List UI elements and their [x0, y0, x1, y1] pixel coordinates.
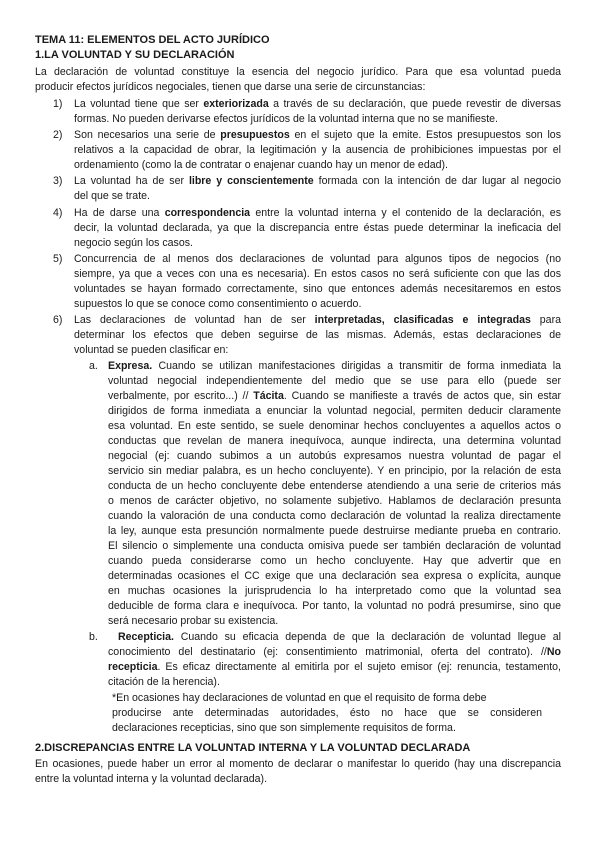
list-item-line: La voluntad ha de ser libre y conscientemente formada con la intención de dar lugar al negocio	[74, 175, 561, 187]
sublist-line: cuando pueda considerarse como un hecho concluyente. Hay que advertir que en	[108, 555, 561, 567]
sublist-line: negocial (ej: cuando subimos a un autobús expresamos nuestra voluntad de pagar el	[108, 450, 561, 462]
list-item-line: negocio según los casos.	[74, 237, 193, 249]
note-line: producirse ante determinadas autoridades, ésto no hace que se consideren	[112, 707, 542, 719]
sublist-label: a.	[89, 360, 98, 372]
sublist-label: b.	[89, 631, 98, 643]
sublist-line: en muchas ocasiones la jurisprudencia lo ha interpretado como que la voluntad sea	[108, 585, 561, 597]
sublist-line: esa voluntad. En este sentido, se suele denominar hechos concluyentes a aquellos actos o	[108, 420, 561, 432]
section-2-line: entre la voluntad interna y la voluntad declarada).	[35, 773, 268, 785]
list-item-line: supuestos lo que se conoce como consentimiento o acuerdo.	[74, 298, 362, 310]
list-number: 3)	[53, 175, 63, 187]
sublist-line: verbalmente, por escrito...) // Tácita. Cuando se manifieste a través de actos que, sin estar	[108, 390, 561, 402]
section-1-heading: 1.LA VOLUNTAD Y SU DECLARACIÓN	[35, 49, 235, 61]
list-item-line: La voluntad tiene que ser exteriorizada a través de su declaración, que puede revestir de diversas	[74, 98, 561, 110]
intro-line: La declaración de voluntad constituye la esencia del negocio jurídico. Para que esa voluntad pueda	[35, 66, 561, 78]
list-item-line: formas. No pueden derivarse efectos jurídicos de la voluntad interna que no se manifieste.	[74, 113, 498, 125]
sublist-line: recepticia. Es eficaz directamente al emitirla por el sujeto emisor (ej: renuncia, testamento,	[108, 661, 561, 673]
list-item-line: decir, la voluntad declarada, ya que la discrepancia entre éstas puede determinar la ineficacia del	[74, 222, 561, 234]
section-2-line: En ocasiones, puede haber un error al momento de declarar o manifestar lo querido (hay una discrepancia	[35, 758, 561, 770]
sublist-line: la ley, aunque esta presunción normalmente puede destruirse mediante prueba en contrario.	[108, 525, 561, 537]
list-number: 4)	[53, 207, 63, 219]
note-line: *En ocasiones hay declaraciones de voluntad en que el requisito de forma debe	[112, 692, 487, 704]
sublist-line: Recepticia. Cuando su eficacia dependa de que la declaración de voluntad llegue al	[118, 631, 561, 643]
list-item-line: Concurrencia de al menos dos declaraciones de voluntad para algunos tipos de negocios (no	[74, 253, 561, 265]
sublist-line: citación de la herencia).	[108, 676, 220, 688]
sublist-line: deducible de forma clara e inequívoca. Por tanto, la voluntad no podrá presumirse, sino que	[108, 600, 561, 612]
sublist-line: conducta de un hecho concluyente debe entenderse atendiendo a una serie de criterios más	[108, 480, 561, 492]
list-item-line: voluntad se pueden clasificar en:	[74, 344, 229, 356]
list-number: 6)	[53, 314, 63, 326]
section-2-heading: 2.DISCREPANCIAS ENTRE LA VOLUNTAD INTERNA Y LA VOLUNTAD DECLARADA	[35, 742, 471, 754]
note-line: declaraciones recepticias, sino que son simplemente requisitos de forma.	[112, 722, 456, 734]
sublist-line: servicio sin mediar palabra, es un hecho concluyente). Y en principio, por la relación de esta	[108, 465, 561, 477]
list-item-line: ordenamiento (como la de contratar o enajenar cuando hay un menor de edad).	[74, 159, 448, 171]
sublist-line: determinadas ocasiones el CC exige que una declaración sea expresa o explícita, aunque	[108, 570, 561, 582]
list-item-line: Ha de darse una correspondencia entre la voluntad interna y el contenido de la declaración, es	[74, 207, 561, 219]
list-item-line: siempre, ya que a veces con una es necesaria). En estos casos no será suficiente con que las dos	[74, 268, 561, 280]
list-item-line: Son necesarios una serie de presupuestos en el sujeto que la emite. Estos presupuestos son los	[74, 129, 561, 141]
list-number: 1)	[53, 98, 63, 110]
list-item-line: voluntades se hayan formado correctamente, sino que entonces además necesitaremos en estos	[74, 283, 561, 295]
sublist-line: conocimiento del destinatario (ej: consentimiento matrimonial, oferta del contrato). //No	[108, 646, 561, 658]
doc-title: TEMA 11: ELEMENTOS DEL ACTO JURÍDICO	[35, 34, 270, 46]
sublist-line: Expresa. Cuando se utilizan manifestaciones dirigidas a transmitir de forma inmediata la	[108, 360, 561, 372]
intro-line: producir efectos jurídicos negociales, tienen que darse una serie de circunstancias:	[35, 81, 426, 93]
list-item-line: Las declaraciones de voluntad han de ser interpretadas, clasificadas e integradas para	[74, 314, 561, 326]
list-item-line: determinar los efectos que deben seguirse de las mismas. Además, estas declaraciones de	[74, 329, 561, 341]
sublist-line: El silencio o simplemente una conducta omisiva puede ser también declaración de voluntad	[108, 540, 561, 552]
sublist-line: voluntad negocial independientemente del medio que se use para ello (puede ser	[108, 375, 561, 387]
sublist-line: será necesario probar su existencia.	[108, 615, 279, 627]
sublist-line: cuando la valoración de una conducta como declaración de voluntad la realiza directamente	[108, 510, 561, 522]
sublist-line: o menos de carácter objetivo, no solamente subjetivo. Hablamos de declaración presunta	[108, 495, 561, 507]
list-number: 5)	[53, 253, 63, 265]
list-item-line: relativos a la capacidad de obrar, la legitimación y la ausencia de prohibiciones impuestas por el	[74, 144, 561, 156]
sublist-line: dirigidos de forma inmediata a enunciar la voluntad negocial, permiten deducir claramente	[108, 405, 561, 417]
sublist-line: conductas que revelan de manera inequívoca, aunque indirecta, una determina voluntad	[108, 435, 561, 447]
list-number: 2)	[53, 129, 63, 141]
list-item-line: del que se trate.	[74, 190, 150, 202]
